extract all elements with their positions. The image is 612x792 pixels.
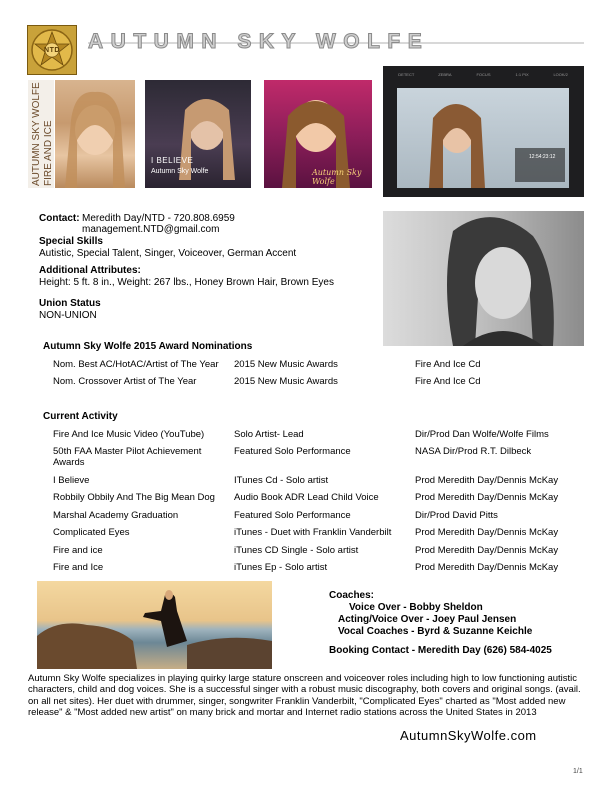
award-event: 2015 New Music Awards	[234, 359, 338, 370]
activity-credit: Prod Meredith Day/Dennis McKay	[415, 527, 559, 538]
coach-line: Acting/Voice Over - Joey Paul Jensen	[338, 614, 517, 625]
activity-role: iTunes CD Single - Solo artist	[234, 545, 359, 556]
ntd-logo	[27, 25, 77, 75]
monitor-button: FOCUS	[476, 72, 491, 77]
activity-title: I Believe	[53, 475, 90, 486]
logo-label: NTD	[44, 46, 60, 54]
activity-title: Marshal Academy Graduation	[53, 510, 179, 521]
activity-credit: Prod Meredith Day/Dennis McKay	[415, 562, 559, 573]
award-role: Nom. Best AC/HotAC/Artist of The Year	[53, 359, 219, 370]
monitor-button: ZEBRA	[438, 72, 452, 77]
monitor-button: DETECT	[398, 72, 415, 77]
additional-attributes-value: Height: 5 ft. 8 in., Weight: 267 lbs., Honey Brown Hair, Brown Eyes	[39, 277, 334, 288]
activity-role: Solo Artist- Lead	[234, 429, 304, 440]
award-project: Fire And Ice Cd	[415, 359, 481, 370]
page-title: AUTUMN SKY WOLFE	[88, 30, 430, 53]
album-cover-i-believe	[145, 80, 251, 188]
album-cover-pink	[264, 80, 372, 188]
bw-headshot-photo	[383, 211, 584, 346]
contact-email: management.NTD@gmail.com	[82, 224, 220, 235]
coach-line: Vocal Coaches - Byrd & Suzanne Keichle	[338, 626, 533, 637]
headshot-photo-1	[55, 80, 135, 188]
page-number: 1/1	[573, 768, 583, 775]
activity-title: Fire And Ice Music Video (YouTube)	[53, 429, 205, 440]
awards-heading: Autumn Sky Wolfe 2015 Award Nominations	[43, 341, 253, 352]
monitor-screen	[397, 88, 569, 188]
album-pink-artist: Autumn Sky Wolfe	[312, 168, 362, 186]
special-skills-label: Special Skills	[39, 236, 103, 247]
website-link[interactable]: AutumnSkyWolfe.com	[400, 728, 537, 743]
contact-phone: Meredith Day/NTD - 720.808.6959	[82, 213, 235, 224]
additional-attributes-label: Additional Attributes:	[39, 265, 141, 276]
activity-credit: Dir/Prod David Pitts	[415, 510, 498, 521]
activity-title: 50th FAA Master Pilot Achievement Awards	[53, 446, 202, 468]
bio-paragraph: Autumn Sky Wolfe specializes in playing quirky large stature onscreen and voiceover roles including high to low functioning autistic characters, child and dog voices. She is a successful singer with a robust music discography, both covers and original songs. (avail. on all net sites). Her duet with drummer, singer, songwriter Franklin Vanderbilt, "Complicated Eyes" charted as "Most added new release" & "Most added new artist" on many brick and mortar and Internet radio stations across the United States in 2013	[28, 673, 581, 719]
award-role: Nom. Crossover Artist of The Year	[53, 376, 197, 387]
activity-title: Robbily Obbily And The Big Mean Dog	[53, 492, 215, 503]
current-activity-heading: Current Activity	[43, 411, 118, 422]
album-believe-title: I BELIEVE	[151, 156, 194, 165]
contact-label: Contact:	[39, 213, 80, 224]
award-project: Fire And Ice Cd	[415, 376, 481, 387]
activity-role: iTunes Ep - Solo artist	[234, 562, 328, 573]
activity-credit: Prod Meredith Day/Dennis McKay	[415, 545, 559, 556]
activity-role: Featured Solo Performance	[234, 510, 351, 521]
activity-title: Fire and Ice	[53, 562, 104, 573]
coaches-label: Coaches:	[329, 590, 375, 601]
activity-credit: Prod Meredith Day/Dennis McKay	[415, 492, 559, 503]
activity-credit: Prod Meredith Day/Dennis McKay	[415, 475, 559, 486]
award-event: 2015 New Music Awards	[234, 376, 338, 387]
vertical-cover-text	[28, 80, 54, 188]
monitor-button: 1:1 PIX	[515, 72, 529, 77]
contact-block	[39, 213, 235, 235]
activity-role: ITunes Cd - Solo artist	[234, 475, 329, 486]
union-status-label: Union Status	[39, 298, 101, 309]
vertical-text-subtitle: FIRE AND ICE	[43, 120, 54, 186]
monitor-timecode: 12:54:23:12	[529, 154, 556, 160]
activity-role: Audio Book ADR Lead Child Voice	[234, 492, 379, 503]
coach-line: Voice Over - Bobby Sheldon	[349, 602, 483, 613]
camera-monitor-photo	[383, 66, 584, 197]
beach-performance-photo	[37, 581, 272, 669]
monitor-button: LOOK/2	[553, 72, 568, 77]
activity-role: Featured Solo Performance	[234, 446, 351, 457]
activity-title: Fire and ice	[53, 545, 103, 556]
activity-credit: Dir/Prod Dan Wolfe/Wolfe Films	[415, 429, 549, 440]
booking-contact: Booking Contact - Meredith Day (626) 584-4025	[329, 645, 552, 656]
vertical-text-name: AUTUMN SKY WOLFE	[31, 82, 42, 186]
monitor-button-row	[389, 72, 578, 84]
special-skills-value: Autistic, Special Talent, Singer, Voiceover, German Accent	[39, 248, 297, 259]
album-believe-artist: Autumn Sky Wolfe	[151, 168, 209, 175]
union-status-value: NON-UNION	[39, 310, 97, 321]
activity-role: iTunes - Duet with Franklin Vanderbilt	[234, 527, 392, 538]
activity-credit: NASA Dir/Prod R.T. Dilbeck	[415, 446, 532, 457]
activity-title: Complicated Eyes	[53, 527, 130, 538]
